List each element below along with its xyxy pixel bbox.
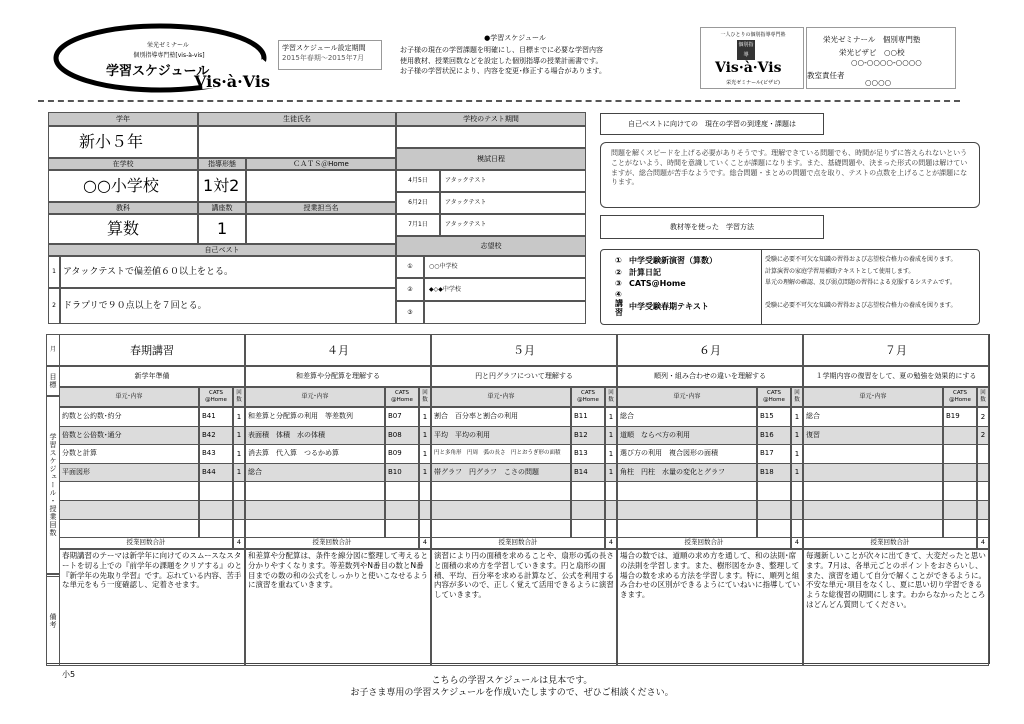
teacher-value[interactable] (246, 214, 396, 244)
header-divider (38, 100, 960, 102)
teacher-label: 授業担当名 (246, 202, 396, 214)
cats-cell[interactable]: B08 (385, 426, 419, 446)
best-text-1: アタックテストで偏差値６０以上をとる。 (60, 256, 396, 288)
unit-cell[interactable]: 割合 百分率と割合の利用 (431, 407, 571, 427)
unit-cell[interactable]: 消去算 代入算 つるかめ算 (245, 444, 385, 464)
name-value[interactable] (198, 126, 396, 158)
unit-cell[interactable]: 円と多角形 円周 弧の長さ 円とおうぎ形の面積 (431, 444, 571, 464)
cats-cell[interactable]: B11 (571, 407, 605, 427)
mock-label: 模試日程 (396, 148, 586, 170)
cats-cell[interactable]: B43 (199, 444, 233, 464)
cats-cell[interactable] (571, 500, 605, 520)
material-no-3: ③ (615, 279, 622, 288)
period-label: 学習スケジュール設定期間 (282, 44, 366, 52)
unit-cell[interactable] (803, 500, 943, 520)
cats-cell[interactable]: B19 (943, 407, 977, 427)
mock-date-2: 6月2日 (396, 192, 440, 214)
logo-title: 学習スケジュール (106, 64, 210, 79)
grade-label: 学年 (48, 112, 198, 126)
unit-cell[interactable] (431, 500, 571, 520)
total-label: 授業回数合計 (59, 537, 233, 549)
unit-cell[interactable]: 平均 平均の利用 (431, 426, 571, 446)
unit-header: 単元･内容 (803, 387, 943, 407)
cats-cell[interactable]: B10 (385, 463, 419, 483)
format-header-value: ＣＡＴＳ＠Home (246, 158, 396, 170)
kai-cell[interactable]: 1 (791, 426, 803, 446)
badge-tagline: 一人ひとりの個別指導専門塾 (720, 32, 786, 38)
status-text: 問題を解くスピードを上げる必要がありそうです。理解できている問題でも、時間が足りずに答えられないということがないよう、時間を意識していくことが課題になります。また、基礎問題や、決まった形式の問題は解けていますが、総合問題が苦手なようです。総合問題・まとめの問題で点を取り、テストの点数を上げることが課題になります。 (600, 142, 980, 208)
best-no-2: 2 (48, 288, 60, 324)
cats-header: CATS @Home (199, 387, 233, 407)
unit-cell[interactable] (245, 519, 385, 539)
materials-title: 教材等を使った 学習方法 (600, 215, 824, 239)
goal-cell: 円と円グラフについて理解する (431, 366, 617, 387)
unit-cell[interactable] (59, 519, 199, 539)
kai-cell[interactable] (233, 500, 245, 520)
notes (400, 34, 630, 76)
cats-cell[interactable]: B14 (571, 463, 605, 483)
total-value: 4 (605, 537, 617, 549)
total-label: 授業回数合計 (617, 537, 791, 549)
goal-cell: 和差算や分配算を理解する (245, 366, 431, 387)
cats-cell[interactable]: B13 (571, 444, 605, 464)
unit-cell[interactable]: 約数と公約数･約分 (59, 407, 199, 427)
material-desc-5: 受験に必要不可欠な知識の習得および志望校合格力の養成を図ります。 (765, 302, 957, 309)
aspire-no-3: ③ (396, 301, 424, 324)
cats-cell[interactable] (943, 481, 977, 501)
notes-line-3: お子様の学習状況により、内容を変更･修正する場合があります。 (400, 67, 606, 76)
material-desc-1: 受験に必要不可欠な知識の習得および志望校合格力の養成を図ります。 (765, 256, 957, 263)
cats-cell[interactable] (571, 519, 605, 539)
format-value: 1対2 (198, 170, 246, 202)
unit-cell[interactable] (617, 481, 757, 501)
material-no-5: 講習 (615, 299, 623, 317)
school-line1: 栄光ゼミナール 個別専門塾 (823, 35, 921, 44)
school-line3: ○○-○○○○-○○○○ (851, 58, 922, 67)
schedule-side-label: 学習スケジュール・授業回数 (46, 396, 60, 574)
month-side-label: 月 (46, 334, 60, 366)
logo-line2: 個別指導専門塾[vis-à-vis] (133, 52, 205, 59)
kai-cell[interactable] (791, 519, 803, 539)
name-label: 生徒氏名 (198, 112, 396, 126)
cats-header: CATS @Home (385, 387, 419, 407)
unit-cell[interactable]: 角柱 円柱 水量の変化とグラフ (617, 463, 757, 483)
kai-cell[interactable] (605, 481, 617, 501)
cats-header: CATS @Home (943, 387, 977, 407)
aspire-name-1: ○○中学校 (424, 256, 586, 278)
kai-cell[interactable] (977, 500, 989, 520)
unit-cell[interactable] (59, 500, 199, 520)
period-box (278, 40, 382, 70)
format-label: 指導形態 (198, 158, 246, 170)
aspire-no-2: ② (396, 278, 424, 301)
manager-label: 教室責任者 (807, 71, 845, 80)
kai-header: 回数 (419, 387, 431, 407)
month-header: ７月 (803, 334, 989, 366)
unit-cell[interactable] (617, 500, 757, 520)
cats-cell[interactable] (943, 519, 977, 539)
cats-cell[interactable]: B17 (757, 444, 791, 464)
mock-date-1: 4月5日 (396, 170, 440, 192)
schedule-table (46, 334, 990, 664)
material-desc-3: 単元の理解の確認、及び弱点問題の習得による克服するシステムです。 (765, 279, 956, 286)
best-label: 自己ベスト (48, 244, 396, 256)
kai-cell[interactable] (233, 481, 245, 501)
month-header: ６月 (617, 334, 803, 366)
remarks-cell[interactable]: 毎週新しいことが次々に出てきて、大変だったと思います。7月は、各単元ごとのポイントをおさらいし、また、演習を通して自分で解くことができるように。不安な単元･項目をなくし、夏に思い切り学習できるような総復習の期間にします。わからなかったところはどんどん質問してください。 (803, 549, 989, 666)
material-name-1: 中学受験新演習（算数） (629, 256, 717, 265)
material-name-5: 中学受験春期テキスト (629, 302, 709, 311)
unit-cell[interactable]: 道順 ならべ方の利用 (617, 426, 757, 446)
unit-header: 単元･内容 (245, 387, 385, 407)
school-test-value[interactable] (396, 126, 586, 148)
material-no-2: ② (615, 268, 622, 277)
unit-cell[interactable] (245, 500, 385, 520)
badge-footer: 栄光ゼミナール(ビザビ) (726, 80, 780, 86)
unit-cell[interactable]: 復習 (803, 426, 943, 446)
total-value: 4 (791, 537, 803, 549)
kai-cell[interactable]: 1 (605, 426, 617, 446)
kai-cell[interactable] (791, 500, 803, 520)
unit-cell[interactable] (803, 481, 943, 501)
goal-cell: 新学年準備 (59, 366, 245, 387)
kai-header: 回数 (605, 387, 617, 407)
total-label: 授業回数合計 (803, 537, 977, 549)
kai-cell[interactable]: 1 (605, 444, 617, 464)
total-label: 授業回数合計 (431, 537, 605, 549)
total-value: 4 (233, 537, 245, 549)
notes-bullet: ●学習スケジュール (484, 34, 546, 42)
subject-value: 算数 (48, 214, 198, 244)
mock-name-1: アタックテスト (440, 170, 586, 192)
unit-cell[interactable]: 総合 (617, 407, 757, 427)
unit-header: 単元･内容 (617, 387, 757, 407)
remarks-cell[interactable]: 演習により円の面積を求めることや、扇形の弧の長さと面積の求め方を学習していきます。円と扇形の面積、平均、百分率を求める計算など、公式を利用する内容が多いので、正しく覚えて活用できるように演習していきます。 (431, 549, 617, 666)
cats-cell[interactable] (199, 481, 233, 501)
kai-cell[interactable]: 1 (791, 463, 803, 483)
kai-cell[interactable] (605, 500, 617, 520)
material-no-4: ④ (615, 290, 622, 299)
material-name-3: CATS@Home (629, 279, 686, 288)
cats-cell[interactable] (571, 481, 605, 501)
aspire-no-1: ① (396, 256, 424, 278)
cats-cell[interactable]: B16 (757, 426, 791, 446)
unit-header: 単元･内容 (431, 387, 571, 407)
school-test-label: 学校のテスト期間 (396, 112, 586, 126)
unit-cell[interactable] (245, 481, 385, 501)
unit-cell[interactable]: 平面図形 (59, 463, 199, 483)
kai-cell[interactable]: 2 (977, 426, 989, 446)
kai-cell[interactable]: 1 (419, 444, 431, 464)
month-header: ５月 (431, 334, 617, 366)
total-value: 4 (977, 537, 989, 549)
kai-cell[interactable] (977, 463, 989, 483)
remarks-cell[interactable]: 春期講習のテーマは新学年に向けてのスムースなスタートを切る上での『前学年の課題をクリアする』のと『新学年の先取り学習』です。忘れている内容、苦手な単元をもう一度確認し、定着させます。 (59, 549, 245, 666)
kai-cell[interactable] (419, 481, 431, 501)
kai-cell[interactable] (977, 481, 989, 501)
footer-line1: こちらの学習スケジュールは見本です。 (431, 676, 593, 686)
material-name-2: 計算日記 (629, 268, 661, 277)
kai-cell[interactable]: 1 (233, 463, 245, 483)
goal-cell: １学期内容の復習をして、夏の勉強を効果的にする (803, 366, 989, 387)
month-header: ４月 (245, 334, 431, 366)
kai-cell[interactable]: 1 (233, 426, 245, 446)
cats-cell[interactable] (385, 481, 419, 501)
count-value: 1 (198, 214, 246, 244)
total-value: 4 (419, 537, 431, 549)
kai-cell[interactable]: 1 (605, 407, 617, 427)
kai-cell[interactable]: 1 (419, 407, 431, 427)
kai-cell[interactable]: 1 (419, 426, 431, 446)
goal-side-label: 目標 (46, 366, 60, 396)
format-extra[interactable] (246, 170, 396, 202)
manager-value: ○○○○ (865, 78, 892, 87)
logo (52, 22, 272, 94)
unit-cell[interactable]: 選び方の利用 複合図形の面積 (617, 444, 757, 464)
goal-cell: 順列・組み合わせの違いを理解する (617, 366, 803, 387)
cats-header: CATS @Home (757, 387, 791, 407)
material-no-1: ① (615, 256, 622, 265)
kai-cell[interactable]: 1 (791, 444, 803, 464)
notes-line-1: お子様の現在の学習課題を明確にし、目標までに必要な学習内容 (400, 46, 603, 55)
cats-cell[interactable] (757, 481, 791, 501)
notes-line-2: 使用教材、授業回数などを設定した個別指導の授業計画書です。 (400, 56, 603, 65)
unit-cell[interactable]: 総合 (245, 463, 385, 483)
remarks-cell[interactable]: 場合の数では、道順の求め方を通して、和の法則･席の法則を学習します。また、樹形図をかき、整理して場合の数を求める方法を学習します。特に、順列と組み合わせの区別ができるようにていねいに指導していきます。 (617, 549, 803, 666)
kai-cell[interactable]: 1 (605, 463, 617, 483)
kai-cell[interactable]: 1 (233, 444, 245, 464)
cats-cell[interactable]: B09 (385, 444, 419, 464)
cats-cell[interactable] (385, 500, 419, 520)
unit-cell[interactable]: 分数と計算 (59, 444, 199, 464)
count-label: 講座数 (198, 202, 246, 214)
mock-name-3: アタックテスト (440, 214, 586, 236)
footer-line2: お子さま専用の学習スケジュールを作成いたしますので、ぜひご相談ください。 (350, 688, 674, 698)
logo-line1: 栄光ゼミナール (147, 42, 189, 49)
kai-cell[interactable] (419, 519, 431, 539)
cats-cell[interactable] (199, 519, 233, 539)
unit-cell[interactable] (803, 519, 943, 539)
kai-cell[interactable] (977, 444, 989, 464)
aspire-label: 志望校 (396, 236, 586, 256)
cats-cell[interactable] (199, 500, 233, 520)
cats-cell[interactable]: B18 (757, 463, 791, 483)
kai-cell[interactable] (605, 519, 617, 539)
kai-cell[interactable]: 1 (233, 407, 245, 427)
school-info (806, 27, 956, 89)
unit-cell[interactable]: 総合 (803, 407, 943, 427)
cats-cell[interactable] (943, 463, 977, 483)
cats-cell[interactable]: B12 (571, 426, 605, 446)
cats-header: CATS @Home (571, 387, 605, 407)
period-value: 2015年春期～2015年7月 (282, 54, 365, 63)
grade-code: 小5 (62, 670, 76, 679)
unit-cell[interactable] (431, 481, 571, 501)
kai-header: 回数 (791, 387, 803, 407)
cats-cell[interactable]: B07 (385, 407, 419, 427)
badge-brand: Vis·à·Vis (715, 60, 782, 76)
kai-cell[interactable]: 1 (791, 407, 803, 427)
cats-cell[interactable] (943, 444, 977, 464)
unit-cell[interactable]: 表面積 体積 水の体積 (245, 426, 385, 446)
unit-cell[interactable] (803, 444, 943, 464)
kai-cell[interactable] (791, 481, 803, 501)
best-text-2: ドラプリで９０点以上を７回とる。 (60, 288, 396, 324)
cats-cell[interactable]: B41 (199, 407, 233, 427)
total-label: 授業回数合計 (245, 537, 419, 549)
subject-label: 教科 (48, 202, 198, 214)
cats-cell[interactable]: B44 (199, 463, 233, 483)
unit-cell[interactable]: 和差算と分配算の利用 等差数列 (245, 407, 385, 427)
kai-header: 回数 (233, 387, 245, 407)
materials-table (600, 249, 980, 325)
kai-cell[interactable] (419, 500, 431, 520)
status-title: 自己ベストに向けての 現在の学習の到達度・課題は (600, 113, 824, 135)
school-value: ○○小学校 (48, 170, 198, 202)
unit-cell[interactable]: 倍数と公倍数･通分 (59, 426, 199, 446)
kai-cell[interactable]: 1 (419, 463, 431, 483)
aspire-name-3 (424, 301, 586, 324)
remarks-side-label: 備考 (46, 576, 60, 666)
cats-cell[interactable]: B42 (199, 426, 233, 446)
kai-cell[interactable] (977, 519, 989, 539)
unit-cell[interactable] (803, 463, 943, 483)
cats-cell[interactable] (943, 500, 977, 520)
unit-header: 単元･内容 (59, 387, 199, 407)
best-no-1: 1 (48, 256, 60, 288)
cats-cell[interactable]: B15 (757, 407, 791, 427)
mock-name-2: アタックテスト (440, 192, 586, 214)
cats-cell[interactable] (943, 426, 977, 446)
logo-brand: Vis·à·Vis (194, 72, 270, 91)
kai-cell[interactable]: 2 (977, 407, 989, 427)
unit-cell[interactable] (59, 481, 199, 501)
aspire-name-2: ◆◇◆中学校 (424, 278, 586, 301)
month-header: 春期講習 (59, 334, 245, 366)
mock-date-3: 7月1日 (396, 214, 440, 236)
cats-cell[interactable] (385, 519, 419, 539)
material-desc-2: 計算演習の家庭学習用補助テキストとして使用します。 (765, 268, 915, 275)
badge-sub: 個別指導 (738, 42, 754, 58)
unit-cell[interactable] (617, 519, 757, 539)
unit-cell[interactable]: 帯グラフ 円グラフ こさの問題 (431, 463, 571, 483)
kai-header: 回数 (977, 387, 989, 407)
kai-cell[interactable] (233, 519, 245, 539)
grade-value: 新小５年 (48, 126, 198, 158)
school-line2: 栄光ビザビ ○○校 (839, 48, 905, 57)
school-label: 在学校 (48, 158, 198, 170)
cats-cell[interactable] (757, 500, 791, 520)
cats-cell[interactable] (757, 519, 791, 539)
unit-cell[interactable] (431, 519, 571, 539)
brand-badge (700, 27, 804, 89)
remarks-cell[interactable]: 和差算や分配算は、条件を線分図に整理して考えると分かりやすくなります。等差数列やN番目の数とN番目までの数の和の公式をしっかりと使いこなせるように演習を重ねていきます。 (245, 549, 431, 666)
